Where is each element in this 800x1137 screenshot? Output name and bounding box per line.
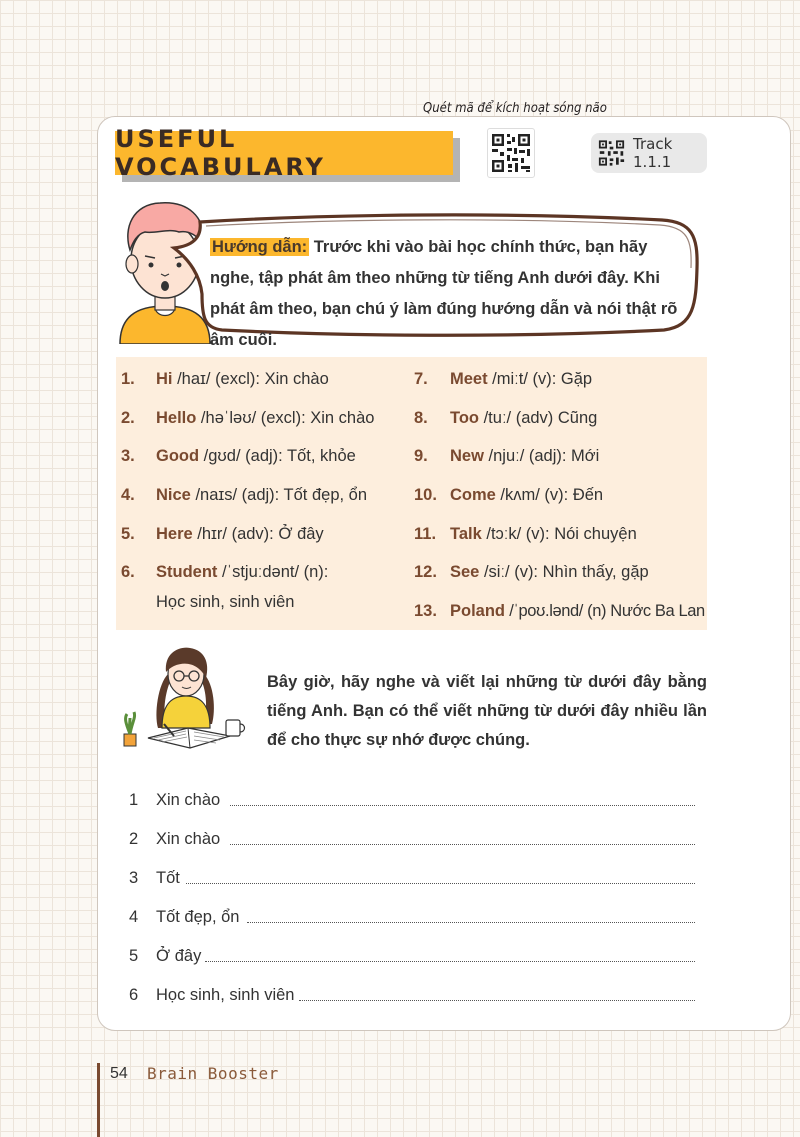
exercise-word: Học sinh, sinh viên [156, 986, 295, 1004]
answer-line[interactable] [186, 883, 695, 884]
exercise-row [129, 827, 695, 849]
vocab-number: 13. [414, 602, 437, 621]
qr-caption: Quét mã để kích hoạt sóng não [423, 101, 607, 116]
exercise-number: 1 [129, 791, 139, 809]
vocab-item [121, 484, 411, 523]
vocab-item [414, 561, 704, 600]
vocab-item [414, 445, 704, 484]
exercise-row [129, 866, 695, 888]
qr-code-icon[interactable] [487, 128, 535, 178]
vocab-number: 7. [414, 370, 428, 388]
vocab-number: 12. [414, 563, 437, 582]
vocab-meaning: /həˈləʊ/ (excl): Xin chào [196, 408, 375, 427]
vocab-word: Hello [156, 408, 197, 427]
vocab-meaning: /njuː/ (adj): Mới [483, 447, 600, 466]
vocab-number: 6. [121, 563, 135, 582]
page-title: USEFUL VOCABULARY [115, 125, 326, 181]
vocab-meaning: /ɡʊd/ (adj): Tốt, khỏe [199, 447, 356, 466]
exercise-number: 6 [129, 986, 139, 1004]
vocab-word: Talk [450, 524, 482, 543]
exercise-number: 5 [129, 947, 139, 965]
vocab-word: See [450, 563, 480, 582]
vocab-word: Hi [156, 370, 173, 388]
vocab-meaning: /tɔːk/ (v): Nói chuyện [481, 524, 637, 543]
vocab-meaning: /naɪs/ (adj): Tốt đẹp, ổn [190, 486, 368, 505]
vocab-number: 1. [121, 370, 135, 388]
vocab-meaning: /kʌm/ (v): Đến [495, 486, 604, 505]
page-number: 54 [110, 1065, 128, 1082]
exercise-number: 4 [129, 908, 139, 926]
vocab-item [414, 368, 704, 407]
exercise-number: 2 [129, 830, 139, 848]
vocabulary-column-left [121, 368, 411, 612]
qr-code-icon [598, 138, 625, 168]
vocab-meaning: /miːt/ (v): Gặp [487, 370, 593, 388]
guide-body: Trước khi vào bài học chính thức, bạn hãy nghe, tập phát âm theo những từ tiếng Anh dưới đây. Khi phát âm theo, bạn chú ý làm đúng hướng dẫn và nói thật rõ âm cuối. [210, 238, 678, 349]
exercise-instruction: Bây giờ, hãy nghe và viết lại những từ dưới đây bằng tiếng Anh. Bạn có thể viết những từ dưới đây nhiều lần để cho thực sự nhớ được chúng. [267, 673, 707, 749]
vocab-item [414, 484, 704, 523]
exercise-row [129, 788, 695, 810]
guide-label: Hướng dẫn: [212, 238, 308, 256]
vocab-number: 4. [121, 486, 135, 505]
exercise-word: Xin chào [156, 791, 221, 809]
answer-line[interactable] [205, 961, 695, 962]
vocab-word: Poland [450, 602, 506, 621]
answer-line[interactable] [230, 805, 695, 806]
footer-divider [97, 1063, 100, 1137]
exercise-word: Ở đây [156, 947, 202, 965]
vocab-item [414, 523, 704, 562]
title-bar [115, 125, 453, 181]
vocab-word: Meet [450, 370, 488, 388]
vocab-number: 10. [414, 486, 437, 505]
book-title: Brain Booster [147, 1064, 279, 1083]
exercise-row [129, 983, 695, 1005]
vocab-word: Good [156, 447, 200, 466]
exercise-row [129, 905, 695, 927]
exercise-word: Tốt [156, 869, 180, 887]
vocab-item [414, 600, 704, 639]
audio-track-badge[interactable] [591, 133, 707, 173]
vocab-meaning-line2: Học sinh, sinh viên [156, 593, 295, 612]
vocab-word: Here [156, 524, 193, 543]
vocab-number: 5. [121, 524, 135, 543]
exercise-word: Xin chào [156, 830, 221, 848]
answer-line[interactable] [230, 844, 695, 845]
vocab-number: 3. [121, 447, 135, 466]
vocab-word: Too [450, 408, 480, 427]
exercise-number: 3 [129, 869, 139, 887]
vocab-word: Come [450, 486, 496, 505]
vocab-meaning: /siː/ (v): Nhìn thấy, gặp [479, 563, 649, 582]
answer-line[interactable] [247, 922, 695, 923]
vocab-meaning: /haɪ/ (excl): Xin chào [172, 370, 329, 388]
vocab-meaning: /ˈpoʊ.lənd/ (n) Nước Ba Lan [505, 602, 705, 621]
vocab-item [121, 368, 411, 407]
guide-text [210, 232, 690, 356]
vocab-number: 9. [414, 447, 428, 466]
exercise-row [129, 944, 695, 966]
girl-studying-icon [118, 644, 250, 754]
vocab-item [414, 407, 704, 446]
vocab-number: 11. [414, 524, 437, 543]
vocab-word: Nice [156, 486, 191, 505]
vocab-item [121, 407, 411, 446]
vocabulary-column-right [414, 368, 704, 639]
vocab-meaning: /ˈstjuːdənt/ (n): [217, 563, 329, 582]
exercise-word: Tốt đẹp, ổn [156, 908, 240, 926]
vocab-item [121, 561, 411, 612]
answer-line[interactable] [299, 1000, 695, 1001]
vocab-meaning: /hɪr/ (adv): Ở đây [192, 524, 324, 543]
track-label: Track 1.1.1 [633, 135, 673, 171]
vocab-word: New [450, 447, 484, 466]
vocab-word: Student [156, 563, 218, 582]
vocab-item [121, 523, 411, 562]
vocab-number: 8. [414, 408, 428, 427]
vocab-meaning: /tuː/ (adv) Cũng [479, 408, 598, 427]
vocab-number: 2. [121, 408, 135, 427]
vocab-item [121, 445, 411, 484]
